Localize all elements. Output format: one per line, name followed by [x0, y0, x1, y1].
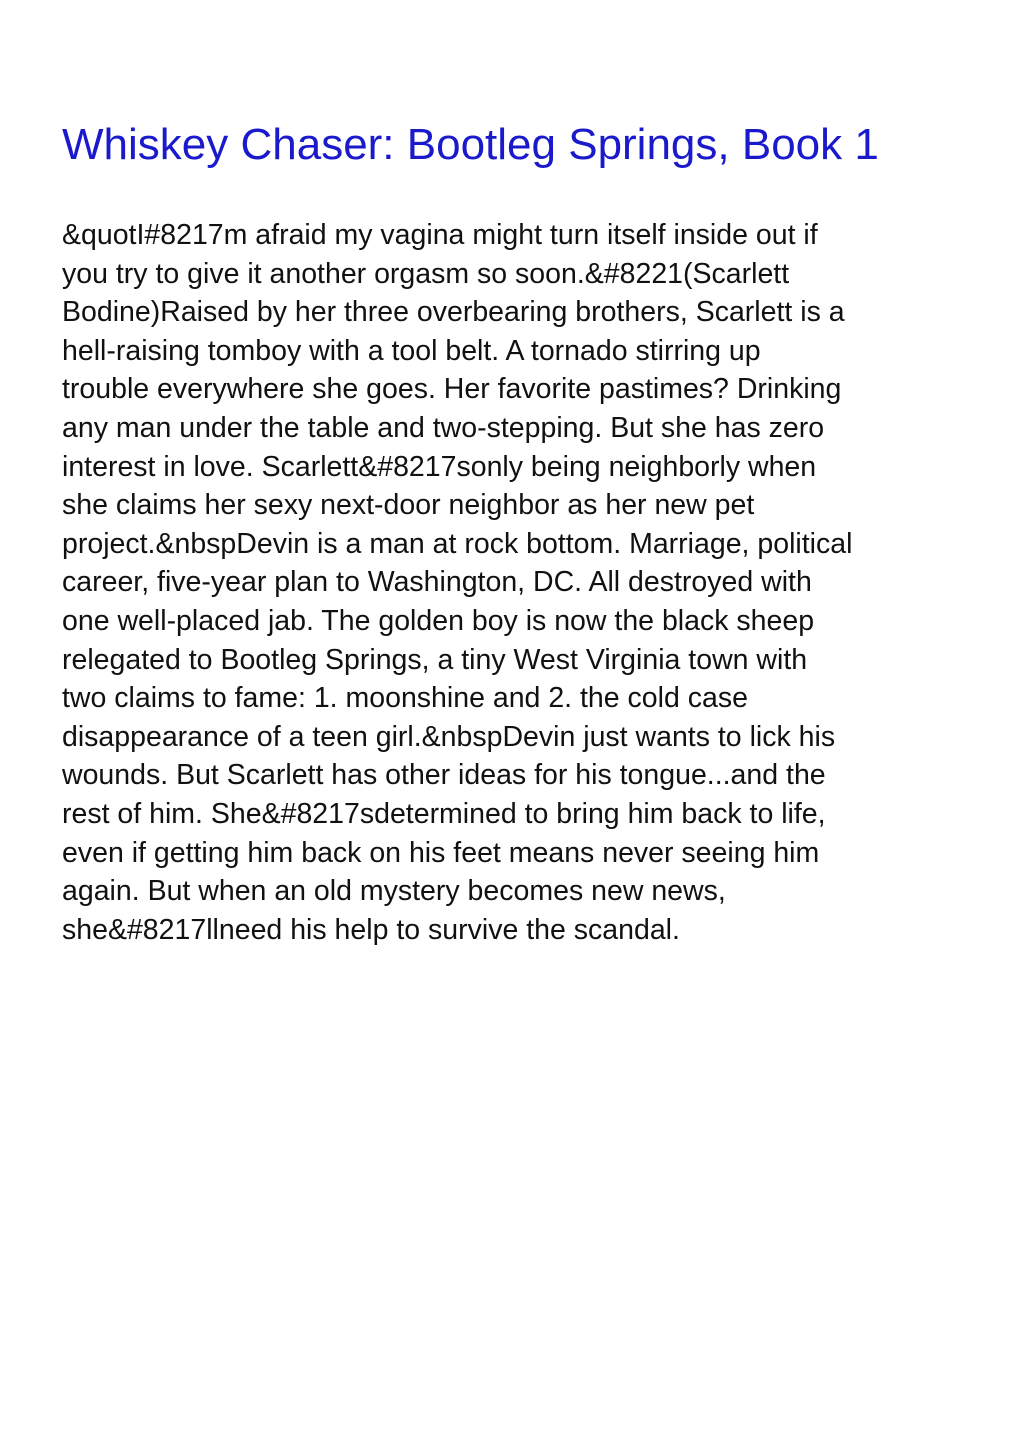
description-line: one well-placed jab. The golden boy is now the black sheep: [62, 604, 815, 637]
description-line: she claims her sexy next-door neighbor as her new pet: [62, 489, 755, 522]
description-line: even if getting him back on his feet means never seeing him: [62, 836, 820, 869]
description-line: Bodine)Raised by her three overbearing brothers, Scarlett is a: [62, 296, 845, 329]
description-line: two claims to fame: 1. moonshine and 2. the cold case: [62, 682, 748, 715]
description-line: rest of him. She&#8217sdetermined to bring him back to life,: [62, 797, 826, 830]
description-line: again. But when an old mystery becomes new news,: [62, 875, 726, 908]
description-line: relegated to Bootleg Springs, a tiny West Virginia town with: [62, 643, 808, 676]
description-line: interest in love. Scarlett&#8217sonly being neighborly when: [62, 450, 817, 483]
description-line: disappearance of a teen girl.&nbspDevin just wants to lick his: [62, 720, 836, 753]
description-line: project.&nbspDevin is a man at rock bottom. Marriage, political: [62, 527, 853, 560]
book-description: [62, 216, 962, 949]
description-line: any man under the table and two-stepping. But she has zero: [62, 411, 825, 444]
description-line: &quotI#8217m afraid my vagina might turn itself inside out if: [62, 219, 818, 251]
description-line: trouble everywhere she goes. Her favorite pastimes? Drinking: [62, 373, 842, 406]
description-line: wounds. But Scarlett has other ideas for his tongue...and the: [62, 759, 826, 792]
description-line: career, five-year plan to Washington, DC. All destroyed with: [62, 566, 812, 599]
description-line: she&#8217llneed his help to survive the scandal.: [62, 913, 680, 946]
description-line: you try to give it another orgasm so soon.&#8221(Scarlett: [62, 257, 790, 290]
page-title: Whiskey Chaser: Bootleg Springs, Book 1: [62, 120, 879, 169]
description-line: hell-raising tomboy with a tool belt. A tornado stirring up: [62, 334, 761, 367]
